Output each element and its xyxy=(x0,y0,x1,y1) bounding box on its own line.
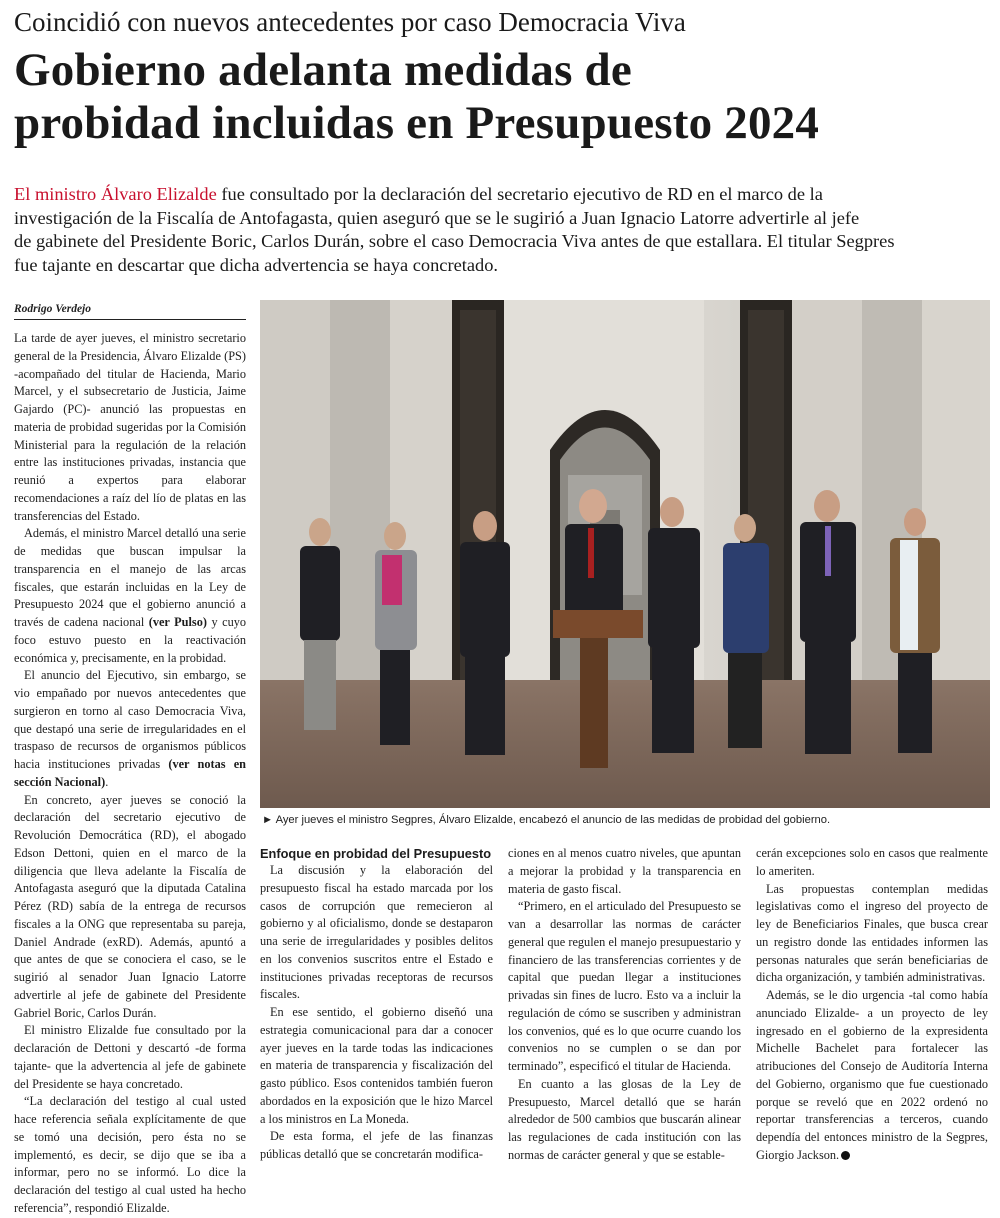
body-paragraph: Además, el ministro Marcel detalló una serie de medidas que buscan impulsar la transparencia en el manejo de las arcas fiscales, que estarán incluidas en la Ley de Presupuesto 2024 que el gobierno anunció a través de cadena nacional (ver Pulso) y cuyo foco estuvo puesto en la reactivación económica y, precisamente, en la probidad. xyxy=(14,526,247,665)
body-paragraph: cerán excepciones solo en casos que realmente lo ameriten. xyxy=(756,846,988,878)
body-paragraph: La tarde de ayer jueves, el ministro secretario general de la Presidencia, Álvaro Elizalde (PS) -acompañado del titular de Hacienda, Mario Marcel, y el subsecretario de Justicia, Jaime Gajardo (PC)- anunció las propuestas en materia de probidad sugeridas por la Comisión Ministerial para la regulación de la relación entre las instituciones privadas, instancia que reunió a expertos para elaborar recomendaciones a raíz del lío de platas en las transferencias del Estado. xyxy=(14,331,246,523)
news-photo xyxy=(260,300,990,808)
lead-line-3: de gabinete del Presidente Boric, Carlos Durán, sobre el caso Democracia Viva antes de que estallara. El titular Segpres xyxy=(14,231,895,251)
body-paragraph: “Primero, en el articulado del Presupuesto se van a desarrollar las normas de carácter general que regulen el manejo presupuestario y financiero de las transferencias corrientes y de capital que puedan llegar a instituciones privadas sin fines de lucro. Esto va a incluir la regulación de cómo se suscriben y administran los convenios, qué es lo que ocurre cuando los convenios no se cumplen o se dan por terminado”, especificó el titular de Hacienda. xyxy=(508,899,741,1073)
body-paragraph: La discusión y la elaboración del presupuesto fiscal ha estado marcada por los casos de corrupción que remecieron al gobierno y al oficialismo, donde se destaparon una serie de irregularidades y posibles delitos en los convenios suscritos entre el Estado e instituciones privadas receptoras de recursos fiscales. xyxy=(260,863,493,1002)
lead-line-1: fue consultado por la declaración del secretario ejecutivo de RD en el marco de la xyxy=(221,184,823,204)
headline-line-2: probidad incluidas en Presupuesto 2024 xyxy=(14,97,820,149)
body-paragraph: ciones en al menos cuatro niveles, que apuntan a mejorar la probidad y la transparencia en materia de gasto fiscal. xyxy=(508,846,741,896)
kicker: Coincidió con nuevos antecedentes por caso Democracia Viva xyxy=(14,7,686,37)
body-paragraph: En cuanto a las glosas de la Ley de Presupuesto, Marcel detalló que se harán alrededor de 500 cambios que buscarán alinear las regulaciones de cada institución con las normas de carácter general y que se estable- xyxy=(508,1076,741,1162)
body-paragraph: El ministro Elizalde fue consultado por la declaración de Dettoni y descartó -de forma tajante- que la advertencia al jefe de gabinete del Presidente se haya concretado. xyxy=(14,1023,246,1091)
cross-reference: (ver Pulso) xyxy=(148,615,207,629)
body-column-3 xyxy=(508,845,741,1165)
cross-reference: (ver notas en sección Nacional) xyxy=(14,757,247,789)
lead-paragraph xyxy=(14,183,974,277)
body-paragraph: En ese sentido, el gobierno diseñó una estrategia comunicacional para dar a conocer ayer jueves en la tarde todas las indicaciones en materia de transparencia y fiscalización del gasto público. Esos contenidos también fueron abordados en la exposición que le hizo Marcel a los ministros en La Moneda. xyxy=(260,1005,493,1126)
section-subhead: Enfoque en probidad del Presupuesto xyxy=(260,846,492,861)
lead-line-4: fue tajante en descartar que dicha advertencia se haya concretado. xyxy=(14,254,499,275)
body-paragraph: El anuncio del Ejecutivo, sin embargo, se vio empañado por nuevos antecedentes que surgieron en torno al caso Democracia Viva, que destapó una serie de irregularidades en el traspaso de recursos de organismos públicos hacia instituciones privadas (ver notas en sección Nacional). xyxy=(14,668,247,789)
lead-highlight: El ministro Álvaro Elizalde xyxy=(14,184,217,204)
body-paragraph: Además, se le dio urgencia -tal como había anunciado Elizalde- a un proyecto de ley ingresado en el gobierno de la expresidenta Michelle Bachelet para fortalecer las atribuciones del Consejo de Auditoría Interna del Gobierno, organismo que fue cuestionado porque se reveló que en 2022 ordenó no reportar transferencias a terceros, cuando dependía del entonces ministro de la Segpres, Giorgio Jackson. xyxy=(756,988,988,1162)
body-column-4 xyxy=(756,845,988,1165)
photo-caption: ► Ayer jueves el ministro Segpres, Álvaro Elizalde, encabezó el anuncio de las medidas de probidad del gobierno. xyxy=(262,814,831,826)
byline: Rodrigo Verdejo xyxy=(14,302,246,320)
headline xyxy=(14,44,989,150)
body-paragraph: En concreto, ayer jueves se conoció la declaración del secretario ejecutivo de Revolución Democrática (RD), el abogado Edson Dettoni, quien en el marco de la diligencia que lleva adelante la Fiscalía de Antofagasta aseguró que la diputada Catalina Pérez (RD) sabía de la entrega de recursos fiscales a la ONG que representaba su pareja, Daniel Andrade (exRD). Además, apuntó a que antes de que se conociera el caso, se le sugirió al senador Juan Ignacio Latorre advertirle al jefe de gabinete del Presidente Gabriel Boric, Carlos Durán. xyxy=(14,792,246,1020)
body-column-1 xyxy=(14,330,246,1218)
body-column-2 xyxy=(260,845,493,1164)
body-paragraph: “La declaración del testigo al cual usted hace referencia señala explícitamente de que se tomó una decisión, pero ésta no se implementó, es decir, se dijo que se iba a informar, pero no se informó. Lo dice la declaración del testigo al cual usted ha hecho referencia”, respondió Elizalde. xyxy=(14,1094,246,1215)
lead-line-2: investigación de la Fiscalía de Antofagasta, quien aseguró que se le sugirió a Juan Ignacio Latorre advertirle al jefe xyxy=(14,207,860,228)
end-of-article-mark xyxy=(841,1151,850,1160)
body-paragraph: De esta forma, el jefe de las finanzas públicas detalló que se concretarán modifica- xyxy=(260,1129,493,1161)
headline-line-1: Gobierno adelanta medidas de xyxy=(14,44,632,96)
body-paragraph: Las propuestas contemplan medidas legislativas como el ingreso del proyecto de ley de Beneficiarios Finales, que busca crear un registro donde las entidades informen las personas naturales que serán beneficiarias de dicha organización, y también administrativas. xyxy=(756,881,988,985)
